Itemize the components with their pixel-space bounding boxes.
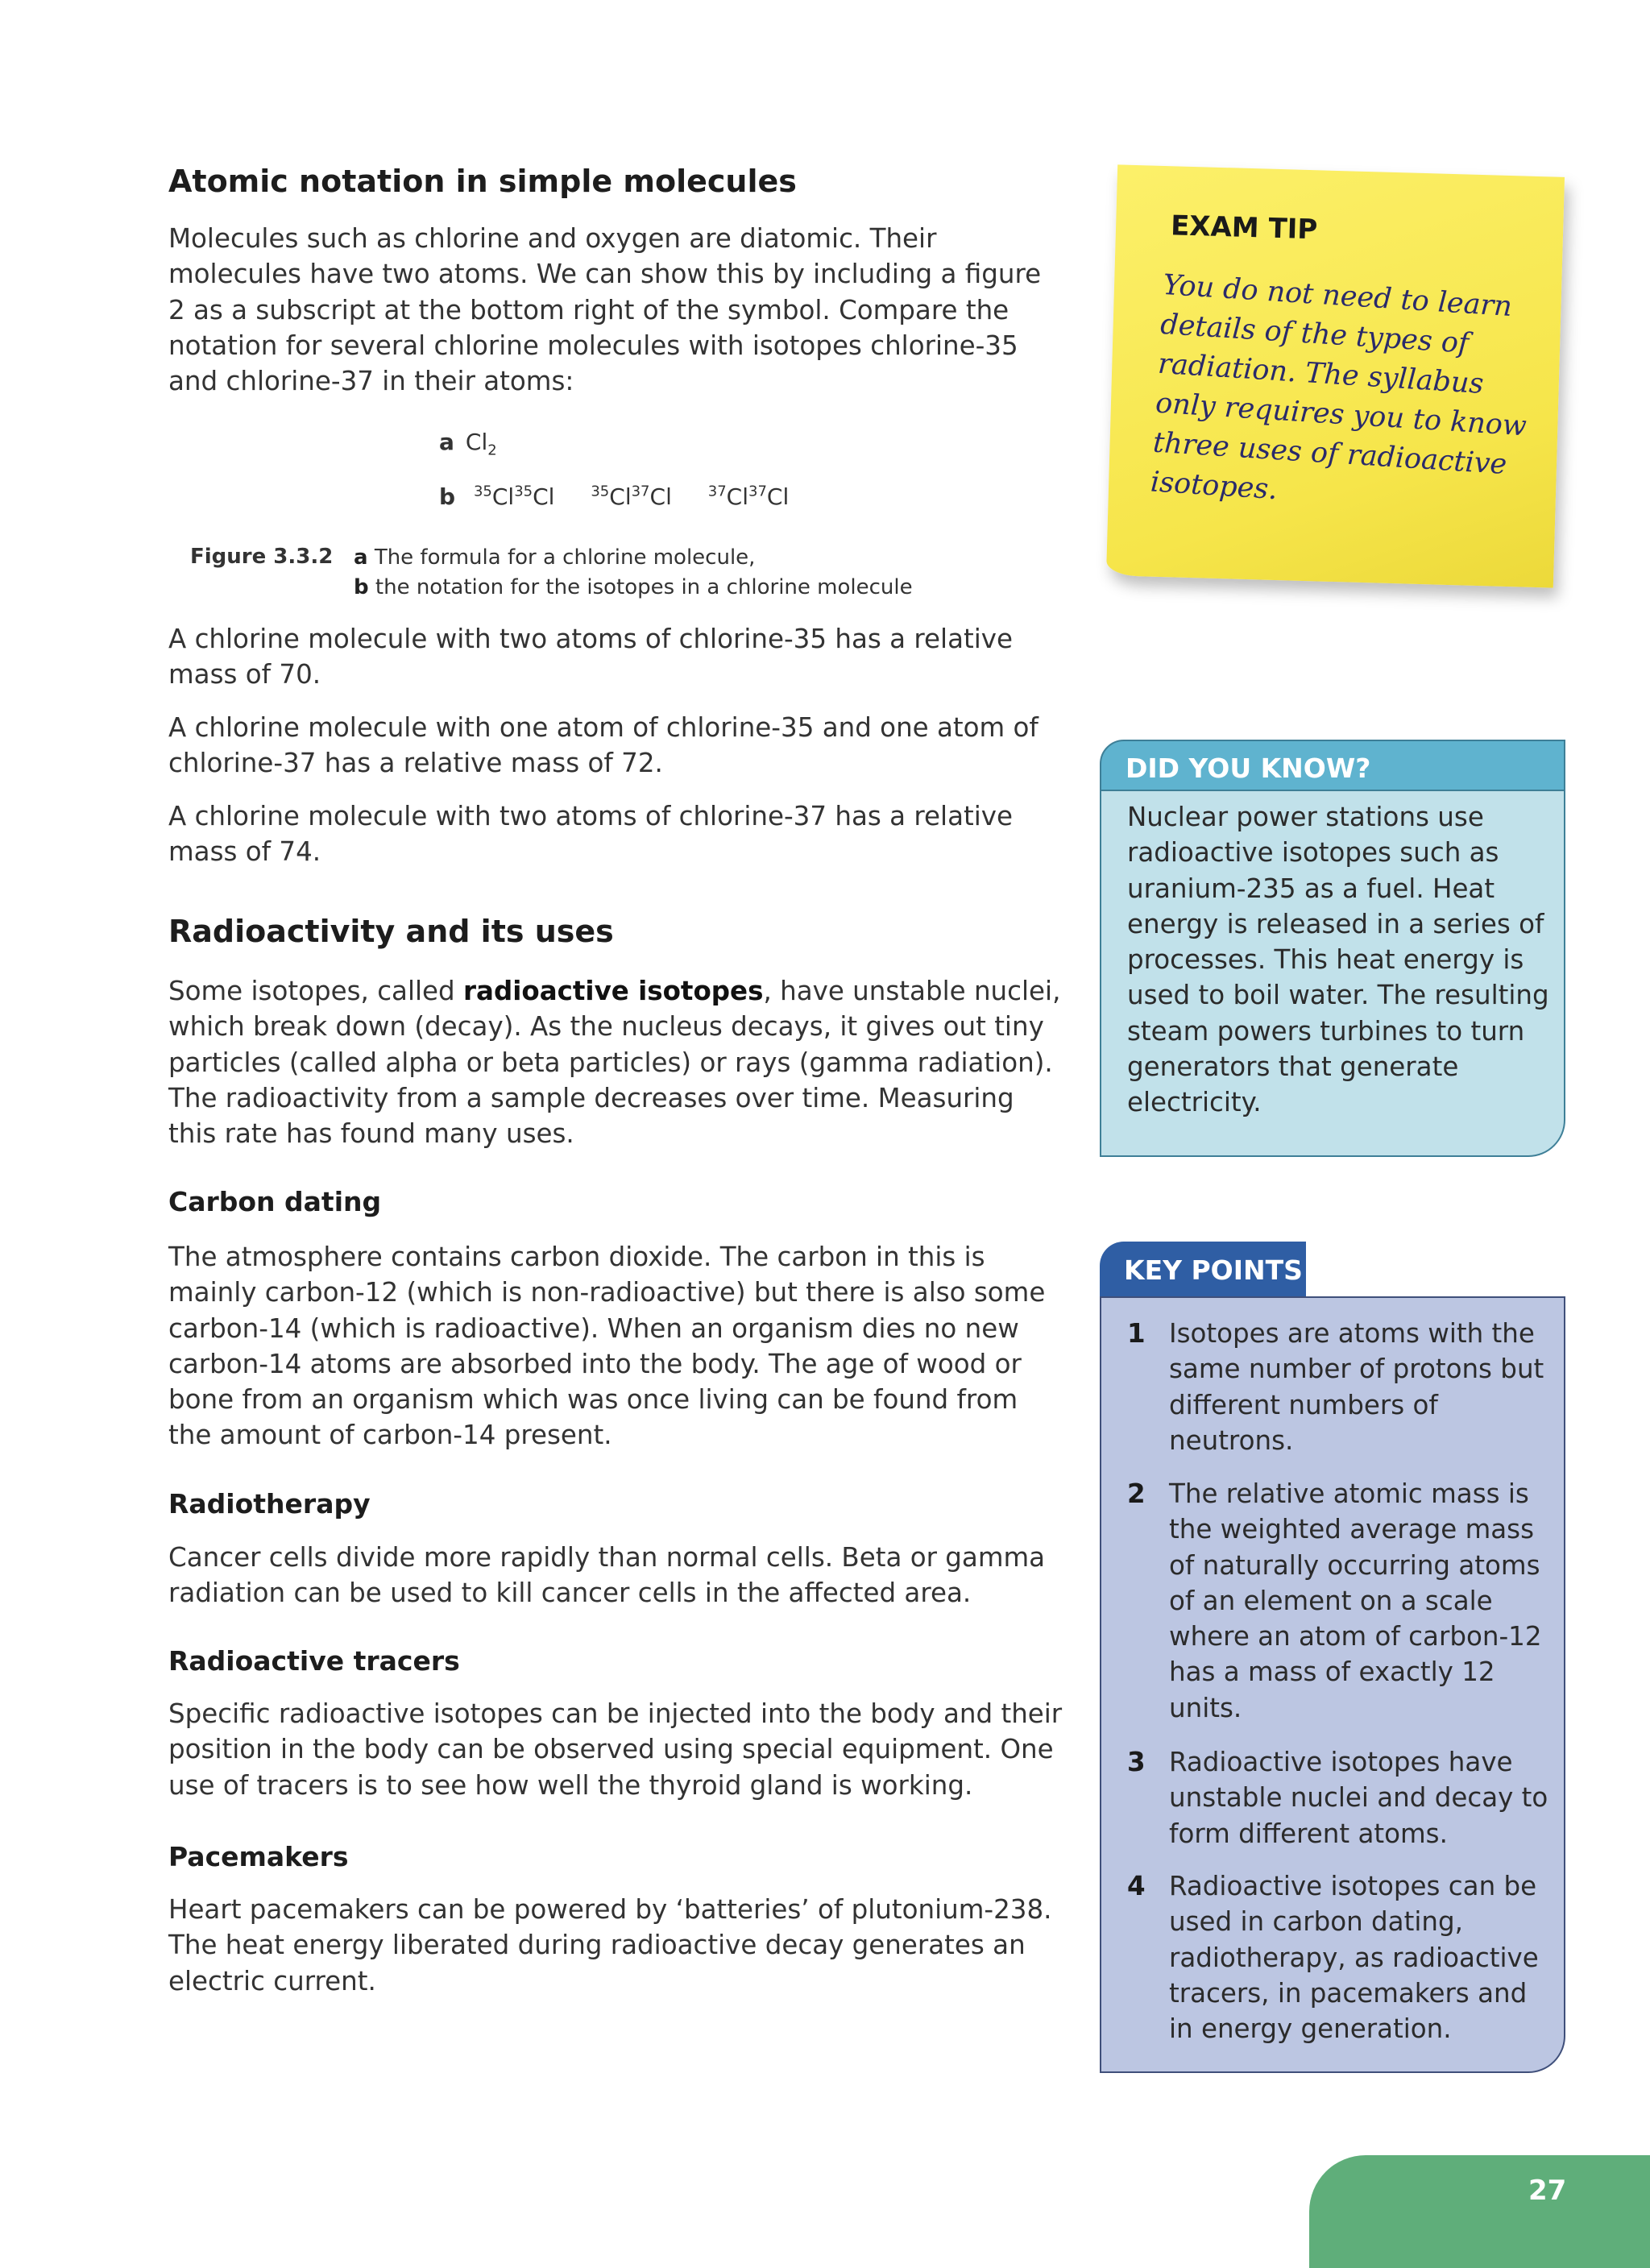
heading-radioactivity: Radioactivity and its uses (168, 914, 614, 949)
pacemakers-text: Heart pacemakers can be powered by ‘batteries’ of plutonium-238. The heat energy liberated during radioactive decay generates an electric current. (168, 1894, 1052, 1996)
chlorine-35-37-paragraph: A chlorine molecule with one atom of chlorine-35 and one atom of chlorine-37 has a relative mass of 72. (168, 712, 1039, 779)
key-points-tab (1100, 1242, 1306, 1296)
heading-atomic-notation: Atomic notation in simple molecules (168, 164, 797, 199)
heading-pacemakers: Pacemakers (168, 1841, 349, 1872)
page-number: 27 (1528, 2175, 1567, 2207)
radioactivity-intro: Some isotopes, called radioactive isotopes, have unstable nuclei, which break down (decay). As the nucleus decays, it gives out tiny particles (called alpha or beta particles) or rays (gamma radiation). The radioactivity from a sample decreases over time. Measuring this rate has found many uses. (168, 976, 1061, 1150)
did-you-know-header (1100, 740, 1565, 791)
did-you-know-title: DID YOU KNOW? (1126, 753, 1371, 784)
carbon-dating-text: The atmosphere contains carbon dioxide. The carbon in this is mainly carbon-12 (which is non-radioactive) but there is also some carbon-14 (which is radioactive). When an organism dies no new carbon-14 atoms are absorbed into the body. The age of wood or bone from an organism which was once living can be found from the amount of carbon-14 present. (168, 1242, 1046, 1451)
exam-tip-title: EXAM TIP (1170, 209, 1318, 247)
exam-tip-text: You do not need to learn details of the types of radiation. The syllabus only requires you to know three uses of radioactive isotopes. (1149, 268, 1528, 507)
key-points-title: KEY POINTS (1124, 1254, 1303, 1286)
chlorine-35-35-paragraph: A chlorine molecule with two atoms of chlorine-35 has a relative mass of 70. (168, 624, 1013, 690)
did-you-know-body (1100, 791, 1565, 1157)
formula-a: a $Cl_2$ (439, 429, 497, 459)
key-point-text: Radioactive isotopes can be used in carbon dating, radiotherapy, as radioactive tracers, in pacemakers and in energy generation. (1169, 1871, 1539, 2045)
page-number-tab (1309, 2155, 1650, 2268)
isotope-pair-3: $^{37}$Cl$^{37}$Cl (707, 483, 790, 511)
key-point-number: 2 (1127, 1478, 1146, 1509)
atomic-notation-intro: Molecules such as chlorine and oxygen are diatomic. Their molecules have two atoms. We can show this by including a figure 2 as a subscript at the bottom right of the symbol. Compare the notation for several chlorine molecules with isotopes chlorine-35 and chlorine-37 in their atoms: (168, 223, 1042, 397)
key-points-body (1100, 1296, 1565, 2073)
figure-caption: a The formula for a chlorine molecule, b the notation for the isotopes in a chlorine molecule (354, 545, 913, 599)
heading-carbon-dating: Carbon dating (168, 1186, 382, 1217)
formula-b-isotopes: b $^{35}$Cl$^{35}$Cl $^{35}$Cl$^{37}$Cl $^{37}$Cl$^{37}$Cl (439, 483, 790, 511)
heading-radiotherapy: Radiotherapy (168, 1488, 371, 1520)
isotope-pair-1: $^{35}$Cl$^{35}$Cl (473, 483, 555, 511)
key-point-number: 4 (1127, 1871, 1146, 1901)
key-points-box (1100, 1242, 1565, 2073)
key-point-text: Isotopes are atoms with the same number of protons but different numbers of neutrons. (1169, 1318, 1544, 1456)
key-point-text: The relative atomic mass is the weighted average mass of naturally occurring atoms of an element on a scale where an atom of carbon-12 has a mass of exactly 12 units. (1169, 1478, 1542, 1723)
key-point-number: 3 (1127, 1747, 1146, 1777)
isotope-pair-2: $^{35}$Cl$^{37}$Cl (591, 483, 672, 511)
key-point-number: 1 (1127, 1318, 1146, 1349)
heading-radioactive-tracers: Radioactive tracers (168, 1645, 460, 1677)
radiotherapy-text: Cancer cells divide more rapidly than normal cells. Beta or gamma radiation can be used to kill cancer cells in the affected area. (168, 1542, 1046, 1609)
chlorine-37-37-paragraph: A chlorine molecule with two atoms of chlorine-37 has a relative mass of 74. (168, 801, 1013, 868)
radioactive-tracers-text: Specific radioactive isotopes can be injected into the body and their position in the body can be observed using special equipment. One use of tracers is to see how well the thyroid gland is working. (168, 1698, 1063, 1801)
exam-tip-sticky-note (1106, 164, 1565, 587)
did-you-know-text: Nuclear power stations use radioactive isotopes such as uranium-235 as a fuel. Heat energy is released in a series of processes. This heat energy is used to boil water. The resulting steam powers turbines to turn generators that generate electricity. (1127, 802, 1549, 1118)
did-you-know-box (1100, 740, 1565, 1157)
key-point-text: Radioactive isotopes have unstable nuclei and decay to form different atoms. (1169, 1747, 1548, 1849)
figure-caption-label: Figure 3.3.2 (190, 545, 334, 569)
